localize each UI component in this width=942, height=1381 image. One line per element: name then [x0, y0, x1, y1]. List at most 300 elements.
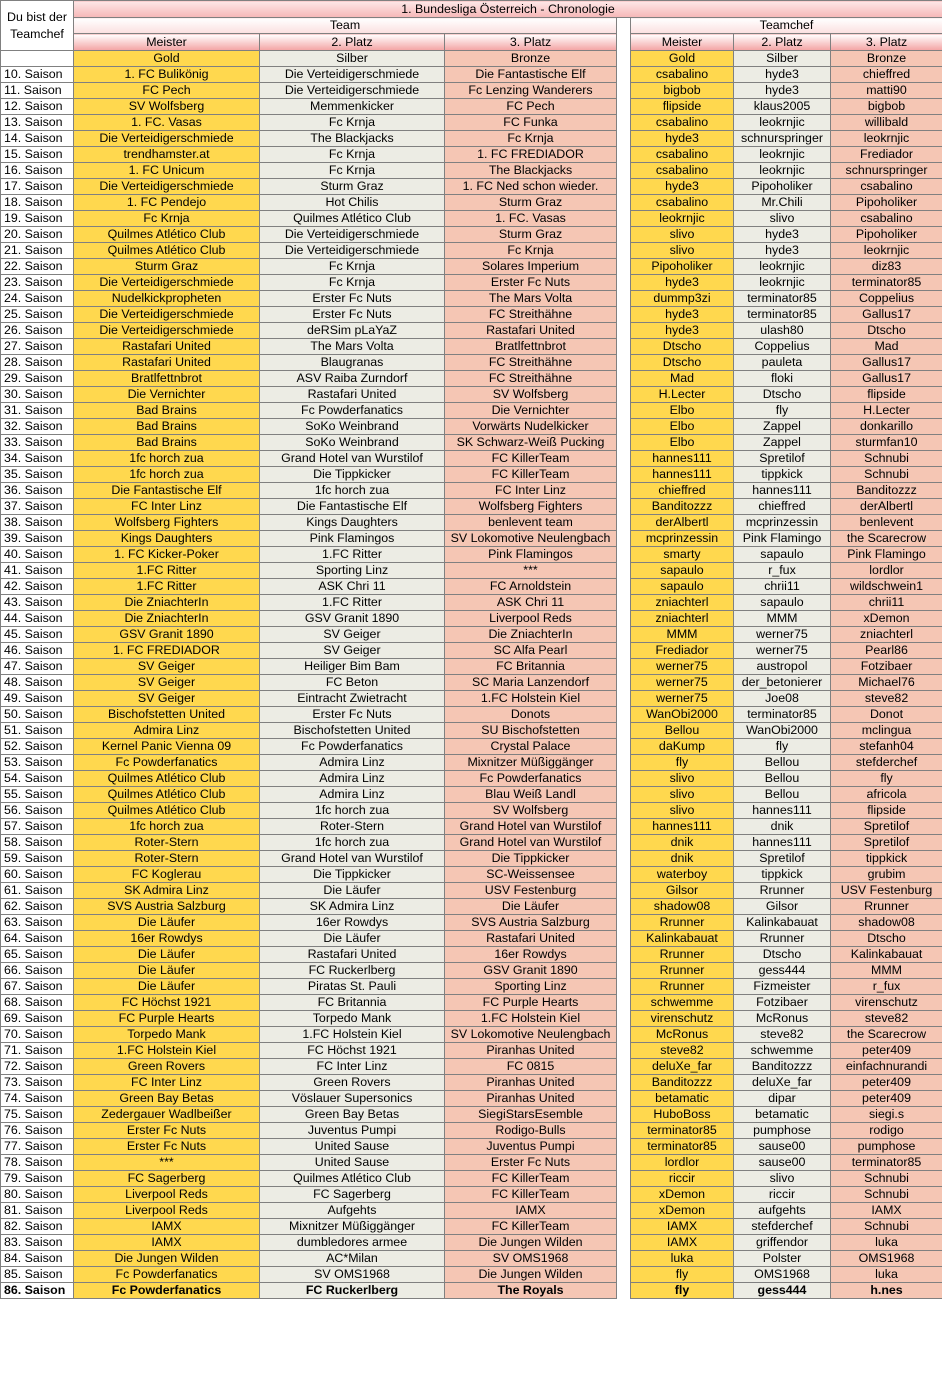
team-platz2: Roter-Stern: [260, 819, 445, 835]
column-gap: [617, 291, 631, 307]
season-row: [1, 1235, 942, 1251]
team-platz3: 1. FC FREDIADOR: [445, 147, 617, 163]
chef-platz2: gess444: [734, 1283, 831, 1299]
column-gap: [617, 83, 631, 99]
season-label: 22. Saison: [1, 259, 74, 275]
column-gap: [617, 835, 631, 851]
chef-platz2: austropol: [734, 659, 831, 675]
header-team-platz3: 3. Platz: [445, 34, 617, 51]
chef-platz2: hannes111: [734, 483, 831, 499]
column-gap: [617, 323, 631, 339]
column-gap: [617, 499, 631, 515]
season-label: 76. Saison: [1, 1123, 74, 1139]
chef-platz2: stefderchef: [734, 1219, 831, 1235]
team-meister: Green Bay Betas: [74, 1091, 260, 1107]
chef-platz2: Bellou: [734, 755, 831, 771]
team-platz2: Grand Hotel van Wurstilof: [260, 851, 445, 867]
chef-meister: hyde3: [631, 307, 734, 323]
team-platz2: Blaugranas: [260, 355, 445, 371]
column-gap: [617, 227, 631, 243]
team-meister: FC Sagerberg: [74, 1171, 260, 1187]
team-platz2: 1.FC Ritter: [260, 547, 445, 563]
chef-meister: Rrunner: [631, 979, 734, 995]
chef-platz2: Coppelius: [734, 339, 831, 355]
team-platz3: FC Pech: [445, 99, 617, 115]
season-row: [1, 291, 942, 307]
season-label: 62. Saison: [1, 899, 74, 915]
chef-platz2: werner75: [734, 643, 831, 659]
season-row: [1, 163, 942, 179]
column-gap: [617, 803, 631, 819]
chef-platz3: leokrnjic: [831, 243, 942, 259]
season-row: [1, 227, 942, 243]
season-label: 40. Saison: [1, 547, 74, 563]
chef-platz3: Dtscho: [831, 323, 942, 339]
team-platz2: Fc Krnja: [260, 147, 445, 163]
season-label: 38. Saison: [1, 515, 74, 531]
season-row: [1, 643, 942, 659]
team-platz2: 1.FC Holstein Kiel: [260, 1027, 445, 1043]
column-gap: [617, 1027, 631, 1043]
chef-meister: csabalino: [631, 163, 734, 179]
season-row: [1, 147, 942, 163]
team-meister: 1.FC Ritter: [74, 563, 260, 579]
chef-platz2: schnurspringer: [734, 131, 831, 147]
chef-meister: derAlbertl: [631, 515, 734, 531]
chef-meister: steve82: [631, 1043, 734, 1059]
season-row: [1, 515, 942, 531]
season-row: [1, 1203, 942, 1219]
column-gap: [617, 1107, 631, 1123]
chef-platz2: Polster: [734, 1251, 831, 1267]
team-platz2: Erster Fc Nuts: [260, 307, 445, 323]
team-platz2: ASV Raiba Zurndorf: [260, 371, 445, 387]
chef-platz2: hannes111: [734, 803, 831, 819]
team-platz2: Admira Linz: [260, 787, 445, 803]
season-row: [1, 803, 942, 819]
team-platz3: Pink Flamingos: [445, 547, 617, 563]
team-platz3: FC Streithähne: [445, 371, 617, 387]
team-platz3: benlevent team: [445, 515, 617, 531]
column-gap: [617, 1155, 631, 1171]
team-platz3: 1.FC Holstein Kiel: [445, 1011, 617, 1027]
season-label: 67. Saison: [1, 979, 74, 995]
season-row: [1, 1091, 942, 1107]
chef-meister: sapaulo: [631, 579, 734, 595]
team-platz2: SV Geiger: [260, 627, 445, 643]
column-gap: [617, 67, 631, 83]
season-label: 59. Saison: [1, 851, 74, 867]
team-platz3: Rastafari United: [445, 323, 617, 339]
season-row: [1, 883, 942, 899]
team-platz3: 16er Rowdys: [445, 947, 617, 963]
chef-platz3: Rrunner: [831, 899, 942, 915]
team-platz2: Die Verteidigerschmiede: [260, 83, 445, 99]
team-meister: Rastafari United: [74, 355, 260, 371]
chef-platz2: Mr.Chili: [734, 195, 831, 211]
chef-platz3: Gallus17: [831, 307, 942, 323]
column-gap: [617, 1235, 631, 1251]
column-gap: [617, 691, 631, 707]
chef-meister: Banditozzz: [631, 499, 734, 515]
chef-platz3: Pearl86: [831, 643, 942, 659]
chef-platz2: Fotzibaer: [734, 995, 831, 1011]
chef-platz3: siegi.s: [831, 1107, 942, 1123]
chef-platz3: peter409: [831, 1043, 942, 1059]
team-meister: 1. FC FREDIADOR: [74, 643, 260, 659]
chef-platz3: matti90: [831, 83, 942, 99]
season-label: 14. Saison: [1, 131, 74, 147]
season-label: 51. Saison: [1, 723, 74, 739]
chef-platz2: slivo: [734, 1171, 831, 1187]
team-meister: Die ZniachterIn: [74, 595, 260, 611]
chef-platz2: slivo: [734, 211, 831, 227]
chef-platz3: einfachnurandi: [831, 1059, 942, 1075]
chef-platz3: csabalino: [831, 211, 942, 227]
team-platz3: SV Wolfsberg: [445, 387, 617, 403]
season-label: 30. Saison: [1, 387, 74, 403]
chef-meister: bigbob: [631, 83, 734, 99]
chef-meister: leokrnjic: [631, 211, 734, 227]
season-label: 43. Saison: [1, 595, 74, 611]
team-platz3: Piranhas United: [445, 1075, 617, 1091]
team-meister: Die Verteidigerschmiede: [74, 131, 260, 147]
chef-platz2: McRonus: [734, 1011, 831, 1027]
chef-meister: slivo: [631, 243, 734, 259]
team-platz2: FC Ruckerlberg: [260, 963, 445, 979]
team-platz3: Die Fantastische Elf: [445, 67, 617, 83]
season-row: [1, 211, 942, 227]
team-platz2: Rastafari United: [260, 947, 445, 963]
chef-meister: Banditozzz: [631, 1075, 734, 1091]
team-platz2: Bischofstetten United: [260, 723, 445, 739]
season-label: 54. Saison: [1, 771, 74, 787]
team-meister: Quilmes Atlético Club: [74, 787, 260, 803]
season-row: [1, 979, 942, 995]
chef-meister: Kalinkabauat: [631, 931, 734, 947]
season-label: 55. Saison: [1, 787, 74, 803]
chef-platz3: chrii11: [831, 595, 942, 611]
team-platz2: Green Bay Betas: [260, 1107, 445, 1123]
season-label: 75. Saison: [1, 1107, 74, 1123]
column-gap: [617, 275, 631, 291]
chef-platz3: Kalinkabauat: [831, 947, 942, 963]
team-platz3: Grand Hotel van Wurstilof: [445, 835, 617, 851]
chef-meister: dnik: [631, 835, 734, 851]
season-row: [1, 371, 942, 387]
season-row: [1, 1011, 942, 1027]
season-label: 21. Saison: [1, 243, 74, 259]
chef-platz3: bigbob: [831, 99, 942, 115]
team-platz2: The Blackjacks: [260, 131, 445, 147]
team-meister: GSV Granit 1890: [74, 627, 260, 643]
chef-platz2: Kalinkabauat: [734, 915, 831, 931]
chef-platz3: Schnubi: [831, 1187, 942, 1203]
season-row: [1, 259, 942, 275]
chef-platz3: Banditozzz: [831, 483, 942, 499]
team-platz2: Torpedo Mank: [260, 1011, 445, 1027]
season-label: 69. Saison: [1, 1011, 74, 1027]
medal-row-label: [1, 51, 74, 67]
team-platz2: Fc Krnja: [260, 115, 445, 131]
team-platz3: Die Läufer: [445, 899, 617, 915]
team-platz2: Hot Chilis: [260, 195, 445, 211]
column-gap: [617, 755, 631, 771]
column-gap: [617, 1011, 631, 1027]
chef-meister: WanObi2000: [631, 707, 734, 723]
medal-gold-chef: Gold: [631, 51, 734, 67]
season-label: 23. Saison: [1, 275, 74, 291]
team-platz2: Quilmes Atlético Club: [260, 211, 445, 227]
team-platz3: Bratlfettnbrot: [445, 339, 617, 355]
chef-platz3: Spretilof: [831, 819, 942, 835]
column-gap: [617, 243, 631, 259]
season-row: [1, 387, 942, 403]
season-row: [1, 659, 942, 675]
chef-platz2: WanObi2000: [734, 723, 831, 739]
team-platz3: FC KillerTeam: [445, 1187, 617, 1203]
team-meister: Bad Brains: [74, 419, 260, 435]
season-label: 52. Saison: [1, 739, 74, 755]
team-meister: 1. FC Unicum: [74, 163, 260, 179]
chef-platz2: pauleta: [734, 355, 831, 371]
season-row: [1, 723, 942, 739]
team-platz3: Sturm Graz: [445, 227, 617, 243]
chef-platz2: terminator85: [734, 307, 831, 323]
season-label: 49. Saison: [1, 691, 74, 707]
chef-platz3: MMM: [831, 963, 942, 979]
season-label: 83. Saison: [1, 1235, 74, 1251]
team-platz3: SV Wolfsberg: [445, 803, 617, 819]
season-row: [1, 995, 942, 1011]
chef-platz3: r_fux: [831, 979, 942, 995]
chef-platz3: Schnubi: [831, 467, 942, 483]
season-label: 17. Saison: [1, 179, 74, 195]
team-platz3: Piranhas United: [445, 1091, 617, 1107]
team-platz2: Die Läufer: [260, 931, 445, 947]
team-platz2: Piratas St. Pauli: [260, 979, 445, 995]
season-label: 73. Saison: [1, 1075, 74, 1091]
team-platz3: FC KillerTeam: [445, 467, 617, 483]
team-platz2: Memmenkicker: [260, 99, 445, 115]
team-meister: 1.FC Holstein Kiel: [74, 1043, 260, 1059]
chef-platz3: Michael76: [831, 675, 942, 691]
chef-meister: H.Lecter: [631, 387, 734, 403]
chef-platz2: Bellou: [734, 787, 831, 803]
season-row: [1, 1075, 942, 1091]
chef-platz2: hannes111: [734, 835, 831, 851]
column-gap: [617, 387, 631, 403]
season-row: [1, 547, 942, 563]
team-platz3: FC Funka: [445, 115, 617, 131]
column-gap: [617, 99, 631, 115]
chef-meister: MMM: [631, 627, 734, 643]
season-row: [1, 499, 942, 515]
team-platz3: Donots: [445, 707, 617, 723]
season-row: [1, 595, 942, 611]
team-platz3: Vorwärts Nudelkicker: [445, 419, 617, 435]
chef-platz2: Zappel: [734, 435, 831, 451]
column-gap: [617, 1187, 631, 1203]
chef-meister: HuboBoss: [631, 1107, 734, 1123]
season-label: 34. Saison: [1, 451, 74, 467]
team-platz3: SVS Austria Salzburg: [445, 915, 617, 931]
chef-platz3: the Scarecrow: [831, 531, 942, 547]
team-platz2: 16er Rowdys: [260, 915, 445, 931]
team-platz3: USV Festenburg: [445, 883, 617, 899]
chef-platz2: Pink Flamingo: [734, 531, 831, 547]
chef-platz2: chrii11: [734, 579, 831, 595]
team-platz3: Piranhas United: [445, 1043, 617, 1059]
header-chef-platz3: 3. Platz: [831, 34, 942, 51]
season-row: [1, 323, 942, 339]
season-label: 24. Saison: [1, 291, 74, 307]
column-gap: [617, 115, 631, 131]
column-gap: [617, 131, 631, 147]
chef-platz3: Pipoholiker: [831, 227, 942, 243]
chef-platz3: wildschwein1: [831, 579, 942, 595]
season-label: 61. Saison: [1, 883, 74, 899]
season-row: [1, 355, 942, 371]
season-label: 10. Saison: [1, 67, 74, 83]
team-platz3: ***: [445, 563, 617, 579]
chef-meister: hyde3: [631, 275, 734, 291]
team-meister: Quilmes Atlético Club: [74, 803, 260, 819]
column-gap: [617, 1267, 631, 1283]
chef-platz2: tippkick: [734, 867, 831, 883]
chef-platz2: hyde3: [734, 243, 831, 259]
chef-platz3: peter409: [831, 1091, 942, 1107]
chef-platz2: hyde3: [734, 83, 831, 99]
team-meister: IAMX: [74, 1219, 260, 1235]
column-gap: [617, 371, 631, 387]
season-row: [1, 899, 942, 915]
chef-platz3: virenschutz: [831, 995, 942, 1011]
season-row: [1, 83, 942, 99]
chef-meister: slivo: [631, 787, 734, 803]
chef-meister: hannes111: [631, 451, 734, 467]
chef-platz3: Mad: [831, 339, 942, 355]
team-meister: Sturm Graz: [74, 259, 260, 275]
team-meister: FC Pech: [74, 83, 260, 99]
team-platz3: Fc Lenzing Wanderers: [445, 83, 617, 99]
team-platz3: Blau Weiß Landl: [445, 787, 617, 803]
column-gap: [617, 18, 631, 67]
season-label: 77. Saison: [1, 1139, 74, 1155]
season-row: [1, 99, 942, 115]
team-meister: Fc Powderfanatics: [74, 755, 260, 771]
team-meister: Die Verteidigerschmiede: [74, 307, 260, 323]
team-platz3: Fc Krnja: [445, 243, 617, 259]
season-row: [1, 1027, 942, 1043]
chef-meister: csabalino: [631, 67, 734, 83]
team-platz3: FC Streithähne: [445, 307, 617, 323]
season-label: 12. Saison: [1, 99, 74, 115]
chef-platz2: Joe08: [734, 691, 831, 707]
season-label: 63. Saison: [1, 915, 74, 931]
chef-platz2: sause00: [734, 1139, 831, 1155]
team-platz3: 1.FC Holstein Kiel: [445, 691, 617, 707]
season-row: [1, 1155, 942, 1171]
chef-meister: flipside: [631, 99, 734, 115]
chef-meister: IAMX: [631, 1219, 734, 1235]
team-platz2: Mixnitzer Müßiggänger: [260, 1219, 445, 1235]
team-platz3: SC Alfa Pearl: [445, 643, 617, 659]
team-meister: Kernel Panic Vienna 09: [74, 739, 260, 755]
team-platz2: Heiliger Bim Bam: [260, 659, 445, 675]
season-row: [1, 851, 942, 867]
team-meister: 1.FC Ritter: [74, 579, 260, 595]
team-meister: 1fc horch zua: [74, 451, 260, 467]
team-platz2: Fc Powderfanatics: [260, 403, 445, 419]
season-label: 81. Saison: [1, 1203, 74, 1219]
chef-platz2: leokrnjic: [734, 259, 831, 275]
chef-platz2: betamatic: [734, 1107, 831, 1123]
chef-meister: zniachterl: [631, 611, 734, 627]
season-row: [1, 1171, 942, 1187]
column-gap: [617, 707, 631, 723]
chef-platz3: H.Lecter: [831, 403, 942, 419]
team-platz3: GSV Granit 1890: [445, 963, 617, 979]
chef-platz3: benlevent: [831, 515, 942, 531]
team-platz3: ASK Chri 11: [445, 595, 617, 611]
season-row: [1, 915, 942, 931]
team-platz3: Die Jungen Wilden: [445, 1235, 617, 1251]
team-platz3: FC Streithähne: [445, 355, 617, 371]
team-platz3: FC Arnoldstein: [445, 579, 617, 595]
team-platz2: Admira Linz: [260, 755, 445, 771]
chef-platz2: leokrnjic: [734, 147, 831, 163]
season-label: 64. Saison: [1, 931, 74, 947]
season-label: 56. Saison: [1, 803, 74, 819]
season-row: [1, 1043, 942, 1059]
team-platz2: FC Sagerberg: [260, 1187, 445, 1203]
team-meister: Quilmes Atlético Club: [74, 243, 260, 259]
chef-meister: csabalino: [631, 147, 734, 163]
column-gap: [617, 867, 631, 883]
team-platz2: Die Verteidigerschmiede: [260, 227, 445, 243]
team-platz2: SK Admira Linz: [260, 899, 445, 915]
chef-meister: hannes111: [631, 819, 734, 835]
corner-label: Du bist der Teamchef: [1, 1, 74, 51]
team-platz2: Die Verteidigerschmiede: [260, 243, 445, 259]
column-gap: [617, 995, 631, 1011]
team-platz2: Die Tippkicker: [260, 867, 445, 883]
column-gap: [617, 675, 631, 691]
chef-meister: betamatic: [631, 1091, 734, 1107]
chef-platz3: lordlor: [831, 563, 942, 579]
chef-meister: Gilsor: [631, 883, 734, 899]
chef-platz3: terminator85: [831, 1155, 942, 1171]
column-gap: [617, 947, 631, 963]
team-platz2: Eintracht Zwietracht: [260, 691, 445, 707]
team-meister: Fc Powderfanatics: [74, 1267, 260, 1283]
team-platz2: dumbledores armee: [260, 1235, 445, 1251]
team-platz2: Die Verteidigerschmiede: [260, 67, 445, 83]
chef-platz3: schnurspringer: [831, 163, 942, 179]
team-platz2: Kings Daughters: [260, 515, 445, 531]
team-platz2: SoKo Weinbrand: [260, 435, 445, 451]
season-label: 33. Saison: [1, 435, 74, 451]
chef-platz2: dnik: [734, 819, 831, 835]
team-platz3: SV OMS1968: [445, 1251, 617, 1267]
team-platz3: Die ZniachterIn: [445, 627, 617, 643]
team-meister: ***: [74, 1155, 260, 1171]
season-row: [1, 579, 942, 595]
season-label: 85. Saison: [1, 1267, 74, 1283]
team-meister: Torpedo Mank: [74, 1027, 260, 1043]
season-row: [1, 963, 942, 979]
